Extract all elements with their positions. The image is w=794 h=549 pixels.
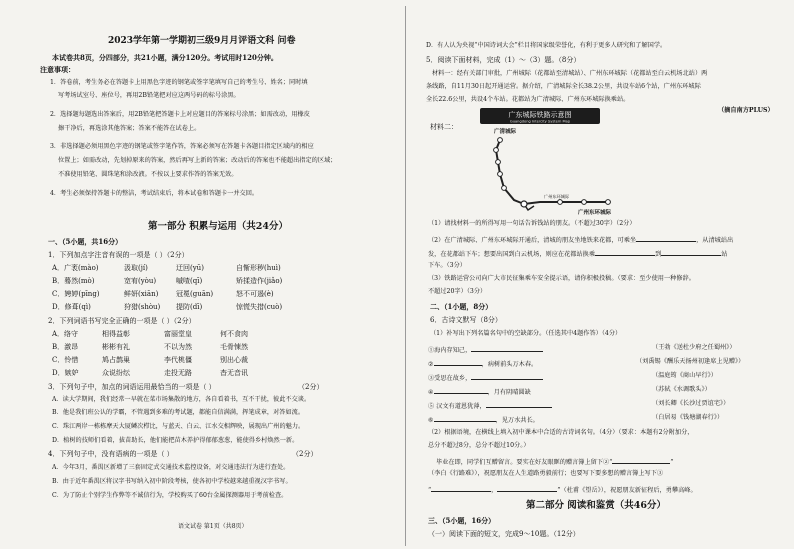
q2-option-b-4: 毛骨悚然 xyxy=(220,343,248,351)
question-4: 4．下列句子中，没有语病的一项是（ ） xyxy=(48,450,174,458)
q5-blank-3[interactable] xyxy=(661,249,721,256)
q6-blank-3[interactable] xyxy=(497,485,557,492)
poem-line-4 xyxy=(428,387,531,396)
poem-4-source: （苏轼《水调歌头》） xyxy=(652,386,711,393)
station-5 xyxy=(502,186,507,191)
q6-sub-2b: 总分不超过8分，总分不超过10分。） xyxy=(428,442,530,449)
notice-3a: 3．非选择题必须用黑色字迹的钢笔或签字笔作答，答案必须写在答题卡各题目指定区域内的相应 xyxy=(50,143,314,150)
section-2-heading: 二、（1小题，8分） xyxy=(430,302,493,311)
question-1: 1．下列加点字注音有误的一项是（ ）（2分） xyxy=(48,251,189,259)
q5-sub-3b-text: 不超过20字）（3分） xyxy=(428,288,487,295)
q5-sub-2f: 下车。（3分） xyxy=(428,262,466,269)
poem-2-tail: ，病树前头万木春。 xyxy=(481,361,538,368)
station-6 xyxy=(558,200,563,205)
q5-sub-2a-text: （2）在广清城际、广州东环城际开通后，清城的朋友坐地铁来花都，可乘坐 xyxy=(428,237,637,244)
q4-option-a: A．今年3月，番禺区新增了三套固定式交通技术监控设备，对交通违法行为进行查处。 xyxy=(52,464,290,471)
poem-3-source: （温庭筠《商山早行》） xyxy=(652,372,717,379)
q2-option-b-3: 不以为然 xyxy=(164,343,192,351)
poem-5-source: （刘长卿《长沙过贾谊宅》） xyxy=(652,400,730,407)
q6-2f-text: “ xyxy=(428,487,432,494)
intercity-map xyxy=(478,106,674,216)
question-6: 6．古诗文默写（8分） xyxy=(430,316,502,324)
q2-option-a-3: 富丽堂皇 xyxy=(164,330,192,338)
exam-title: 2023学年第一学期初三级9月月评语文科 问卷 xyxy=(108,36,296,46)
poem-4-tail: ，月有阴晴圆缺 xyxy=(487,389,531,396)
q1-option-b-1: B．蓦然(mò) xyxy=(52,277,95,285)
poem-6-text: ⑥ xyxy=(428,417,434,424)
q5-sub-2e-text: 站 xyxy=(721,251,728,258)
q3-option-d: D．植树的技师们看着，拔苗助长，他们能把苗木养护得郁郁葱葱，能使得乡村焕然一新。 xyxy=(52,437,299,444)
q1-option-a-2: 汲取(jí) xyxy=(124,264,148,272)
q1-option-c-3: 冠冕(guān) xyxy=(176,290,214,298)
q1-option-a-3: 迂回(yū) xyxy=(176,264,204,272)
q3-option-b: B．他是我们班公认的学霸，不管遇到多难的考试题，都能自信满满，挥笔成章，对答如流。 xyxy=(52,409,305,416)
q1-option-c-4: 怒不可遏(è) xyxy=(236,290,274,298)
q6-sub-1: （1）补写出下列名篇名句中的空缺部分。（任选其中4题作答）（4分） xyxy=(430,330,622,337)
poem-6-source: （白居易《钱塘湖春行》） xyxy=(652,414,724,421)
notice-heading: 注意事项： xyxy=(40,65,75,74)
page-footer: 语文试卷 第1页（共8页） xyxy=(178,523,248,530)
q5-sub-3a: （3）铁路运营公司向广大市民征集乘车安全提示语，请你积极投稿。（要求：至少使用一种修辞。 xyxy=(428,275,695,282)
material-2-label: 材料二： xyxy=(430,123,458,131)
q3-option-c: C．珠江两岸一栋栋摩天大厦鳞次栉比，与蓝天、白云、江水交相辉映，展现出广州的魅力。 xyxy=(52,423,305,430)
q6-blank-2[interactable] xyxy=(431,485,491,492)
q2-option-d-2: 众说纷纭 xyxy=(102,369,130,377)
poem-1-text: ①海内存知己， xyxy=(428,347,472,354)
q2-option-b-2: 彬彬有礼 xyxy=(102,343,130,351)
q5-sub-2a xyxy=(428,235,733,244)
poem-6-tail: ，见万水共长。 xyxy=(495,417,539,424)
q4-option-d: D．有人认为央视“中国诗词大会”栏目将国家级荣誉化，有利于更多人研究和了解国学。 xyxy=(426,42,667,49)
poem-1-source: （王勃《送杜少府之任蜀州》） xyxy=(652,344,736,351)
q6-2h-text: ”（杜甫《望岳》），祝愿朋友新征程后，勇攀高峰。 xyxy=(557,487,697,494)
notice-1a: 1．答卷前，考生务必在答题卡上用黑色字迹的钢笔或签字笔填写自己的考生号、姓名；同时填 xyxy=(50,79,308,86)
notice-4: 4．考生必须保持答题卡的整洁，考试结束后，将本试卷和答题卡一并交回。 xyxy=(50,190,259,197)
poem-3-blank[interactable] xyxy=(471,373,543,380)
poem-line-2 xyxy=(428,359,537,368)
q5-sub-2d-text: 到 xyxy=(655,251,662,258)
question-5: 5．阅读下面材料，完成（1）～（3）题。（8分） xyxy=(426,56,581,64)
material-source: （摘自南方PLUS） xyxy=(718,107,774,114)
poem-6-blank[interactable] xyxy=(434,415,496,422)
q1-option-d-3: 提防(dī) xyxy=(176,303,203,311)
right-column xyxy=(426,0,782,549)
q5-blank-2[interactable] xyxy=(595,249,655,256)
poem-2-text: ② xyxy=(428,361,434,368)
q2-option-c-4: 别出心裁 xyxy=(220,356,248,364)
notice-2b: 擦干净后，再选涂其他答案；答案不能答在试卷上。 xyxy=(58,125,201,132)
q1-option-d-2: 狩猎(shòu) xyxy=(124,303,161,311)
poem-line-5 xyxy=(428,401,552,410)
east-ring-line xyxy=(524,202,608,204)
q1-option-b-3: 嘁喳(qī) xyxy=(176,277,203,285)
q6-blank-1[interactable] xyxy=(612,457,670,464)
section-3-heading: 三、（5小题，16分） xyxy=(428,516,496,525)
question-3: 3．下列句子中，加点的词语运用最恰当的一项是（ ） xyxy=(48,383,216,391)
q2-option-c-2: 鸠占鹊巢 xyxy=(102,356,130,364)
q2-option-d-3: 走投无路 xyxy=(164,369,192,377)
exam-intro: 本试卷共8页，分四部分，共21小题，满分120分。考试用时120分钟。 xyxy=(52,53,278,62)
intercity-map-svg xyxy=(478,106,674,216)
notice-1b: 写考场试室号、座位号，再用2B铅笔把对应这两号码的标号涂黑。 xyxy=(58,92,240,99)
question-2: 2．下列词语书写完全正确的一项是（ ）（2分） xyxy=(48,317,196,325)
poem-2-blank[interactable] xyxy=(434,359,482,366)
q1-option-c-1: C．娉婷(pīng) xyxy=(52,290,100,298)
map-label-guangqing: 广清城际 xyxy=(494,129,517,135)
q2-option-a-1: A．络守 xyxy=(52,330,79,338)
q2-option-b-1: B．激昂 xyxy=(52,343,79,351)
q1-option-a-1: A．广袤(mào) xyxy=(52,264,99,272)
question-3-score: （2分） xyxy=(298,383,324,391)
q6-sub-2e: （李白《行路难》），祝愿朋友在人生道路勇毅前行；也要写下要多想的赠言簿上写下③ xyxy=(428,470,664,477)
q2-option-d-4: 杳无音讯 xyxy=(220,369,248,377)
poem-1-blank[interactable] xyxy=(471,345,543,352)
part-2-heading: 第二部分 阅读和鉴赏（共46分） xyxy=(526,500,667,511)
poem-2-source: （刘禹锡《酬乐天扬州初逢席上见赠》） xyxy=(636,358,745,365)
map-title: 广东城际铁路示意图 xyxy=(508,111,572,119)
map-label-east-2: 广州东环城际 xyxy=(578,210,612,216)
notice-3b: 位置上；如需改动，先划掉原来的答案，然后再写上新的答案；改动后的答案也不能超出指定的区域； xyxy=(58,157,337,164)
section-1-heading: 一、（5小题，共16分） xyxy=(48,237,123,246)
poem-line-1 xyxy=(428,345,543,354)
poem-line-6 xyxy=(428,415,539,424)
station-8 xyxy=(606,200,611,205)
station-2 xyxy=(494,148,499,153)
q1-option-d-1: D．修葺(qì) xyxy=(52,303,91,311)
q1-option-d-4: 惊慌失措(cuò) xyxy=(236,303,283,311)
q2-option-d-1: D．嫉妒 xyxy=(52,369,79,377)
map-label-east-1: 广州东环城际 xyxy=(544,194,570,199)
poem-line-3 xyxy=(428,373,543,382)
q5-sub-3b xyxy=(428,289,486,295)
q2-option-c-1: C．怜惜 xyxy=(52,356,79,364)
q5-sub-2c xyxy=(428,249,727,258)
poem-5-blank[interactable] xyxy=(486,401,552,408)
station-7 xyxy=(582,200,587,205)
q6-sub-2c xyxy=(436,457,674,466)
q2-option-c-3: 李代桃僵 xyxy=(164,356,192,364)
column-divider xyxy=(405,6,406,546)
poem-4-text: ④ xyxy=(428,389,434,396)
q6-2d-text: ” xyxy=(670,459,674,466)
q3-option-a: A．读大学期间，我们经常一早就在菜市场集散的地方，各自看着书，互不干扰，彼此不交谈。 xyxy=(52,396,311,403)
poem-5-text: ⑤ 汉文有道恩犹薄， xyxy=(428,403,486,410)
map-subtitle: Guangdong Intercity System Map xyxy=(509,119,571,124)
q5-sub-2b-text: ，从清城站出 xyxy=(696,237,734,244)
material-1b: 条线路，自11月30日起开通运营。据介绍，广清城际全长38.2公里，共设车站6个站，广州东环城际 xyxy=(426,83,701,90)
q5-blank-1[interactable] xyxy=(636,235,696,242)
question-4-score: （2分） xyxy=(292,450,318,458)
left-column xyxy=(40,0,394,549)
q2-option-a-2: 相得益彰 xyxy=(102,330,130,338)
station-1 xyxy=(498,138,503,143)
q6-sub-2a: （2）根据语境，在横线上填入初中课本中合适的古诗词名句。（4分）（要求：本题有2分附加分， xyxy=(428,429,694,436)
q2-option-a-4: 何不食肉 xyxy=(220,330,248,338)
material-1a: 材料一：经有关部门审批，广州城际（花都站至清城站）、广州东环城际（花都站至白云机场北站）两 xyxy=(432,70,708,77)
station-4 xyxy=(498,172,503,177)
q1-option-a-4: 自惭形秽(huì) xyxy=(236,264,281,272)
q6-sub-2f xyxy=(428,485,697,494)
q6-2c-text: 毕业在即，同学们互赠留言。要实在好友眼眶的赠言簿上留下②“ xyxy=(436,459,613,466)
q1-option-b-2: 宽宥(yòu) xyxy=(124,277,157,285)
q1-option-c-2: 鲜妍(xiān) xyxy=(124,290,159,298)
part-1-heading: 第一部分 积累与运用（共24分） xyxy=(148,221,289,232)
notice-3c: 不准使用铅笔、圆珠笔和涂改液。不按以上要求作答的答案无效。 xyxy=(58,171,238,178)
q4-option-c: C．为了防止个别学生作弊等不诚信行为，学校购买了60台金属探测器用于考前检查。 xyxy=(52,492,288,499)
notice-2a: 2．选择题每题选出答案后，用2B铅笔把答题卡上对应题目的答案标号涂黑；如需改动，用橡皮 xyxy=(50,111,310,118)
q6-2g-text: ， xyxy=(491,487,498,494)
station-transfer xyxy=(521,201,527,207)
q1-option-b-4: 矫揉造作(jiǎo) xyxy=(236,277,283,285)
station-3 xyxy=(496,160,501,165)
section-3-sub: （一）阅读下面的短文，完成9～10题。（12分） xyxy=(428,530,580,538)
material-1c: 全长22.6公里，共设4个车站。花都站为广清城际、广州东环城际换乘站。 xyxy=(426,96,630,103)
q5-sub-1: （1）请找材料一的所得写用一句话告诉钱站的朋友。（不超过30字）（2分） xyxy=(428,220,636,227)
poem-4-blank[interactable] xyxy=(434,387,488,394)
q5-sub-2c-text: 发，在花都站下车；想要出国到白云机场，则应在花都站换乘 xyxy=(428,251,596,258)
q4-option-b: B．由于近年番禺区将汉字书写纳入初中阶段考核，使各初中学校越来越重视汉字书写。 xyxy=(52,478,292,485)
poem-3-text: ③受思在故乡， xyxy=(428,375,472,382)
